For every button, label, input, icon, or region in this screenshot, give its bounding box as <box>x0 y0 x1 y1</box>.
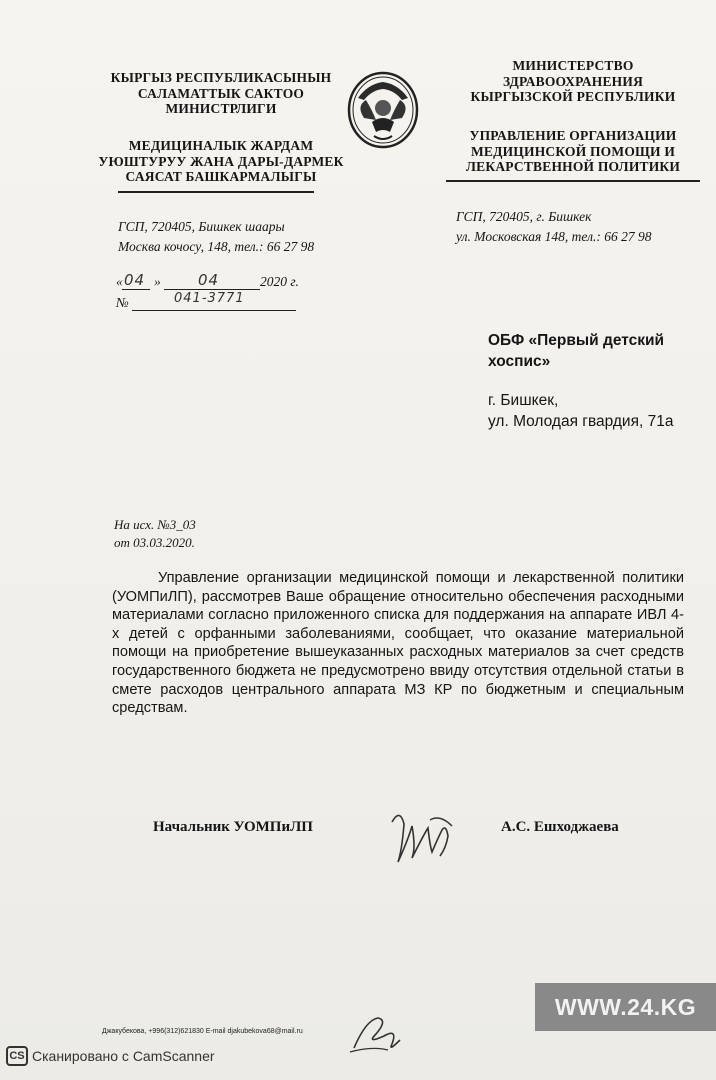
date-month: 04 <box>198 271 220 289</box>
executor-contact: Джакубекова, +996(312)621830 E-mail djakubekova68@mail.ru <box>102 1028 303 1035</box>
recipient-street: ул. Молодая гвардия, 71а <box>488 413 674 430</box>
header-right-address <box>456 207 706 247</box>
header-right-line3: КЫРГЫЗСКОЙ РЕСПУБЛИКИ <box>470 89 676 104</box>
site-watermark: WWW.24.KG <box>535 983 716 1031</box>
header-left-ministry <box>96 70 346 117</box>
header-left-dept2: УЮШТУРУУ ЖАНА ДАРЫ-ДАРМЕК <box>98 153 344 169</box>
date-year: 2020 г. <box>260 274 299 289</box>
recipient-address <box>488 390 708 432</box>
header-left-addr1: ГСП, 720405, Бишкек шаары <box>118 219 285 234</box>
header-right-department <box>446 128 700 175</box>
header-right-dept3: ЛЕКАРСТВЕННОЙ ПОЛИТИКИ <box>465 159 681 174</box>
header-left-dept1: МЕДИЦИНАЛЫК ЖАРДАМ <box>128 138 314 153</box>
letter-body: Управление организации медицинской помощи и лекарственной политики (УОМПиЛП), рассмотрев Ваше обращение относительно обеспечения расходными материалами согласно приложенного списка для поддержания на аппарате ИВЛ 4-х детей с орфанными заболеваниями, сообщает, что оказание материальной помощи на приобретение вышеуказанных расходных материалов за счет средств государственного бюджета не предусмотрено ввиду отсутствия отдельной статьи в смете расходов центрального аппарата МЗ КР по бюджетным и специальным средствам. <box>112 570 684 717</box>
camscanner-text: Сканировано с CamScanner <box>32 1048 215 1064</box>
header-right-dept1: УПРАВЛЕНИЕ ОРГАНИЗАЦИИ <box>469 128 677 143</box>
header-left-line2: САЛАМАТТЫК САКТОО <box>137 85 305 101</box>
signature-position: Начальник УОМПиЛП <box>153 819 313 835</box>
header-right-dept2: МЕДИЦИНСКОЙ ПОМОЩИ И <box>470 143 676 159</box>
header-left-dept3: САЯСАТ БАШКАРМАЛЫГЫ <box>125 169 317 184</box>
header-right-underline <box>446 180 700 182</box>
initials-scribble-icon <box>348 1010 408 1056</box>
reference-line2: от 03.03.2020. <box>114 535 195 550</box>
camscanner-label <box>6 1046 215 1066</box>
number-value: 041-3771 <box>174 291 245 306</box>
reference-line1: На исх. №3_03 <box>114 517 196 532</box>
header-left-address <box>118 217 358 257</box>
header-right-addr2: ул. Московская 148, тел.: 66 27 98 <box>456 229 652 244</box>
reference-block <box>114 516 264 552</box>
kyrgyz-state-emblem-icon <box>344 70 422 150</box>
header-left-line1: КЫРГЫЗ РЕСПУБЛИКАСЫНЫН <box>110 70 332 85</box>
header-right-addr1: ГСП, 720405, г. Бишкек <box>456 209 592 224</box>
date-line: « 04 » 04 2020 г. <box>116 272 316 294</box>
header-left-line3: МИНИСТРЛИГИ <box>165 101 277 116</box>
camscanner-logo-icon: CS <box>6 1046 28 1066</box>
recipient-org <box>488 330 698 372</box>
recipient-city: г. Бишкек, <box>488 392 559 409</box>
recipient-org-line1: ОБФ «Первый детский <box>488 332 665 349</box>
number-line <box>116 293 316 315</box>
header-right-line1: МИНИСТЕРСТВО <box>512 58 634 73</box>
header-left-addr2: Москва кочосу, 148, тел.: 66 27 98 <box>118 239 315 254</box>
signature-name: А.С. Ешходжаева <box>501 819 619 835</box>
recipient-org-line2: хоспис» <box>488 353 551 370</box>
header-left-underline <box>118 191 314 193</box>
signature-scribble-icon <box>382 800 462 872</box>
date-day: 04 <box>124 271 146 289</box>
number-prefix: № <box>116 295 129 310</box>
header-right-ministry <box>446 58 700 105</box>
header-left-department <box>96 138 346 185</box>
header-right-line2: ЗДРАВООХРАНЕНИЯ <box>502 73 644 89</box>
